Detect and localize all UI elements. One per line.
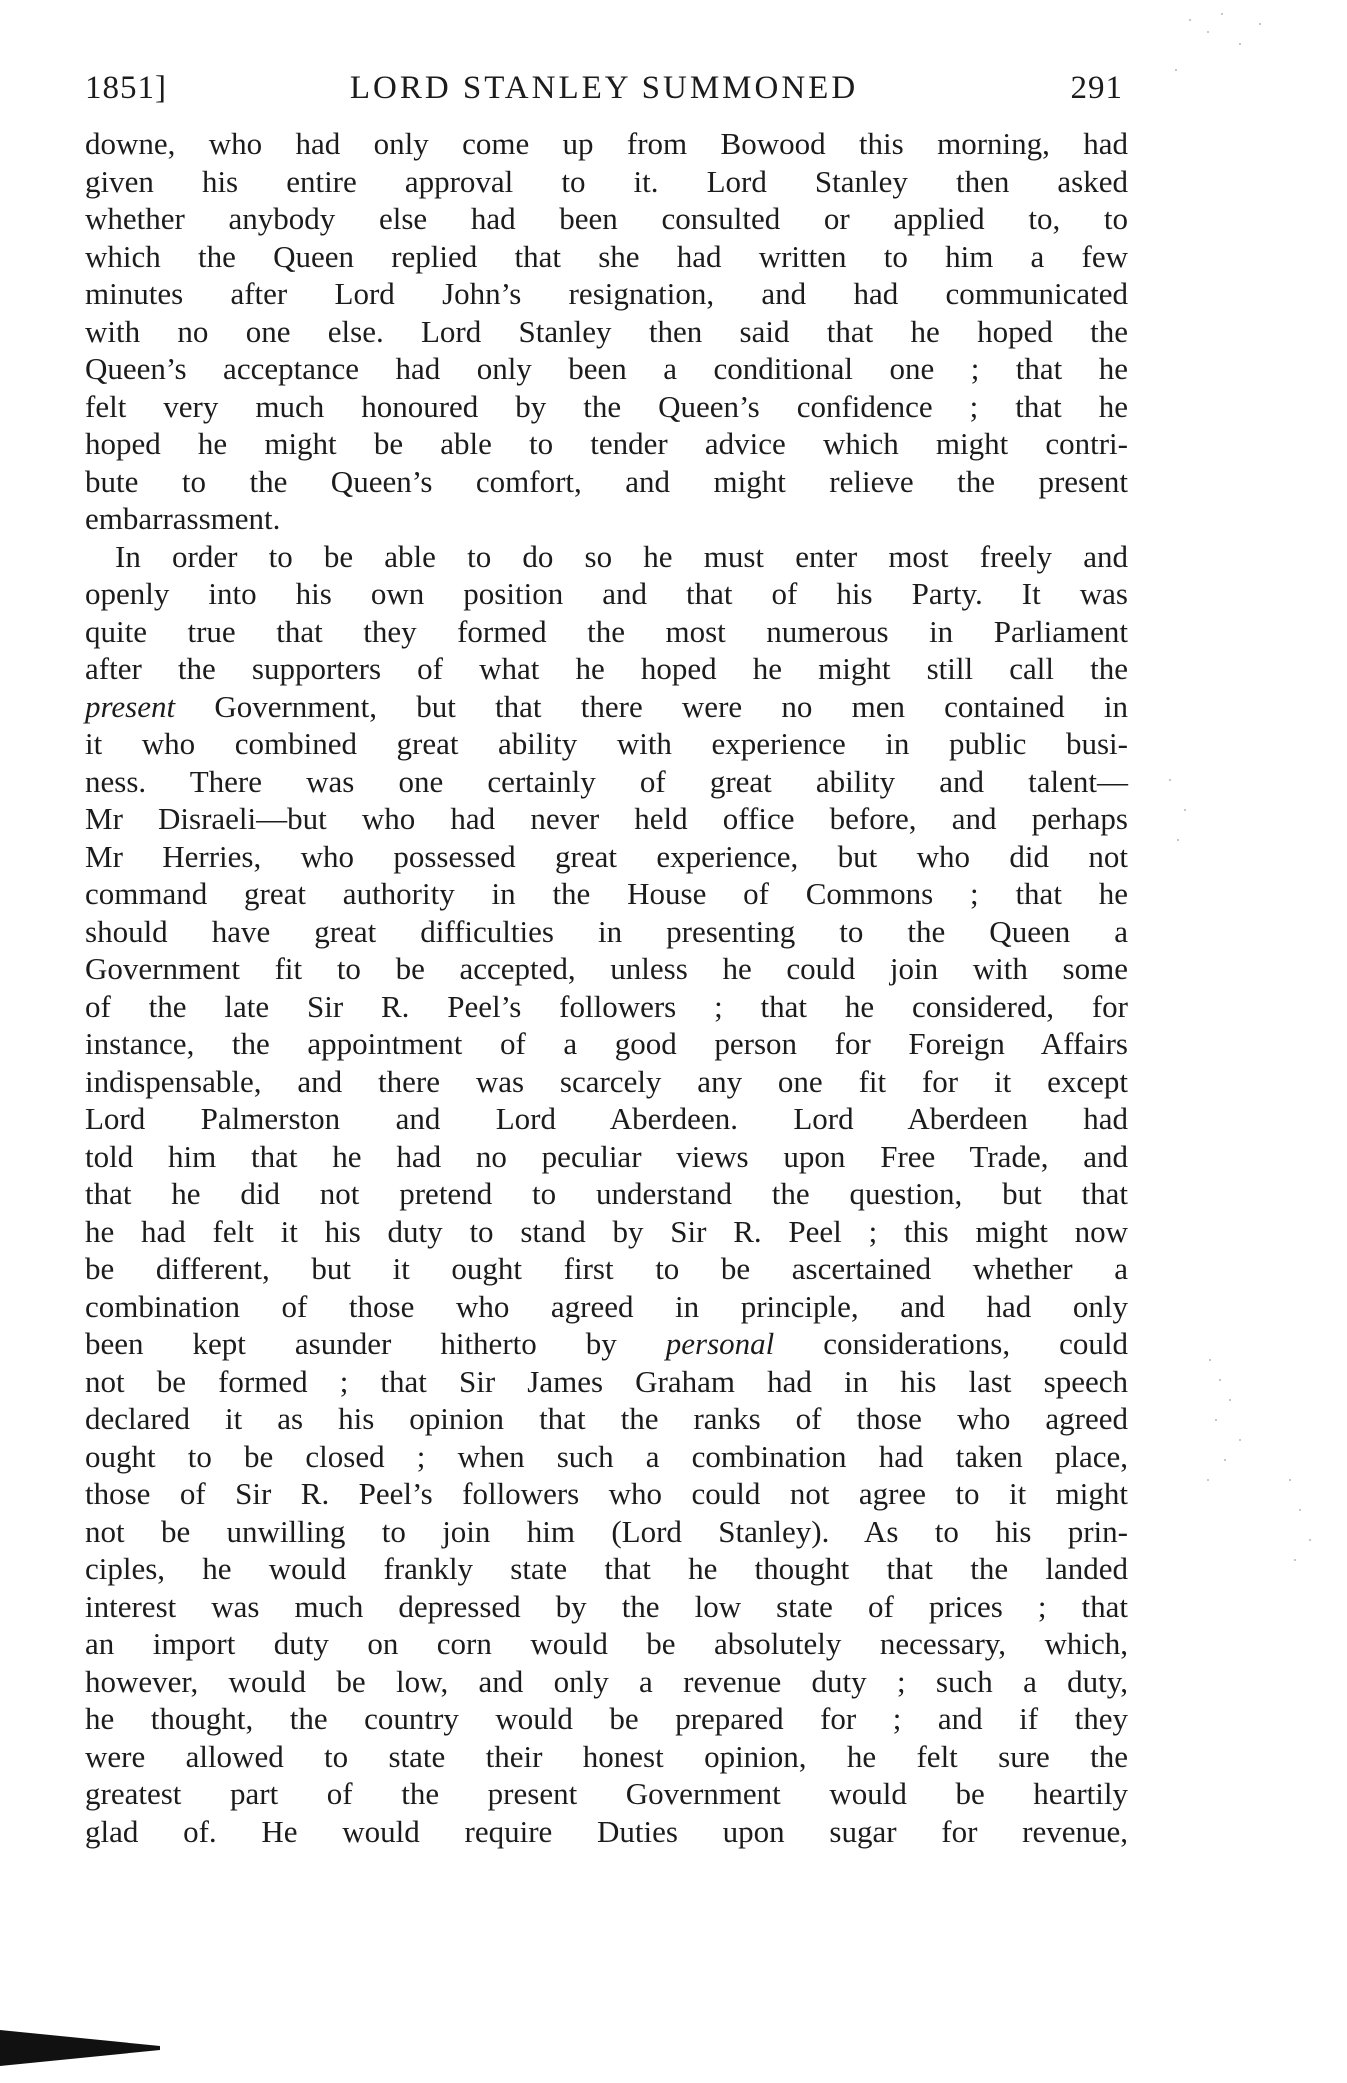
scan-speckle-mark — [1150, 0, 1347, 2083]
text-line: were allowed to state their honest opinion, he felt sure the — [85, 1738, 1128, 1774]
text-line — [85, 1325, 1128, 1363]
text-line: instance, the appointment of a good person for Foreign Affairs — [85, 1026, 1128, 1061]
text-line: with no one else. Lord Stanley then said that he hoped the — [85, 313, 1128, 349]
italic-personal: personal — [665, 1326, 775, 1361]
text-line: embarrassment. — [85, 501, 281, 536]
text-line: indispensable, and there was scarcely any one fit for it except — [85, 1063, 1128, 1099]
text-line: it who combined great ability with experience in public busi- — [85, 726, 1128, 761]
text-line: declared it as his opinion that the ranks of those who agreed — [85, 1401, 1128, 1436]
text-line: should have great difficulties in presenting to the Queen a — [85, 913, 1128, 949]
text-line: not be unwilling to join him (Lord Stanley). As to his prin- — [85, 1513, 1128, 1549]
text-line: whether anybody else had been consulted or applied to, to — [85, 201, 1128, 236]
text-line: told him that he had no peculiar views upon Free Trade, and — [85, 1138, 1128, 1174]
text-line: be different, but it ought first to be ascertained whether a — [85, 1251, 1128, 1286]
text-line: hoped he might be able to tender advice which might contri- — [85, 426, 1128, 461]
text-line: combination of those who agreed in principle, and had only — [85, 1288, 1128, 1324]
text-line: however, would be low, and only a revenue duty ; such a duty, — [85, 1663, 1128, 1699]
text-line: bute to the Queen’s comfort, and might relieve the present — [85, 463, 1128, 499]
text-line: those of Sir R. Peel’s followers who could not agree to it might — [85, 1476, 1128, 1511]
text-line: after the supporters of what he hoped he might still call the — [85, 651, 1128, 686]
text-line: Lord Palmerston and Lord Aberdeen. Lord Aberdeen had — [85, 1101, 1128, 1136]
text-line: of the late Sir R. Peel’s followers ; that he considered, for — [85, 988, 1128, 1024]
page-number: 291 — [1070, 70, 1123, 106]
text-line: ciples, he would frankly state that he thought that the landed — [85, 1551, 1128, 1586]
text-line: Queen’s acceptance had only been a conditional one ; that he — [85, 351, 1128, 386]
scan-edge-arrow-mark — [0, 2028, 170, 2068]
text-line: glad of. He would require Duties upon sugar for revenue, — [85, 1813, 1128, 1849]
text-line: command great authority in the House of Commons ; that he — [85, 876, 1128, 911]
text-line: interest was much depressed by the low state of prices ; that — [85, 1588, 1128, 1624]
text-line: minutes after Lord John’s resignation, and had communicated — [85, 276, 1128, 311]
text-line: ought to be closed ; when such a combination had taken place, — [85, 1438, 1128, 1474]
text-line: he had felt it his duty to stand by Sir R. Peel ; this might now — [85, 1213, 1128, 1249]
text-line: greatest part of the present Government would be heartily — [85, 1776, 1128, 1811]
text-line — [85, 688, 1128, 726]
text-line: an import duty on corn would be absolutely necessary, which, — [85, 1626, 1128, 1661]
text-segment: Government, but that there were no men contained in — [175, 688, 1128, 724]
text-line: not be formed ; that Sir James Graham had in his last speech — [85, 1363, 1128, 1399]
text-line: he thought, the country would be prepared for ; and if they — [85, 1701, 1128, 1736]
italic-present: present — [85, 688, 176, 724]
running-head-year: 1851] — [85, 70, 167, 106]
text-segment: been kept asunder hitherto by — [85, 1326, 666, 1361]
text-line: quite true that they formed the most numerous in Parliament — [85, 613, 1128, 649]
text-line: that he did not pretend to understand the question, but that — [85, 1176, 1128, 1211]
text-line: Mr Disraeli—but who had never held office before, and perhaps — [85, 801, 1128, 836]
text-line: felt very much honoured by the Queen’s confidence ; that he — [85, 388, 1128, 424]
text-line: downe, who had only come up from Bowood this morning, had — [85, 126, 1128, 161]
text-line: Mr Herries, who possessed great experience, but who did not — [85, 838, 1128, 874]
running-head — [85, 70, 1123, 120]
body-text — [85, 125, 1128, 1850]
paragraph-start-line: In order to be able to do so he must enter most freely and — [115, 538, 1128, 574]
text-line: which the Queen replied that she had written to him a few — [85, 238, 1128, 274]
text-line: given his entire approval to it. Lord Stanley then asked — [85, 163, 1128, 199]
text-segment: considerations, could — [774, 1326, 1128, 1361]
text-line: ness. There was one certainly of great ability and talent— — [85, 763, 1128, 799]
running-head-title: LORD STANLEY SUMMONED — [349, 70, 859, 106]
text-line: Government fit to be accepted, unless he could join with some — [85, 951, 1128, 986]
text-line: openly into his own position and that of his Party. It was — [85, 576, 1128, 611]
